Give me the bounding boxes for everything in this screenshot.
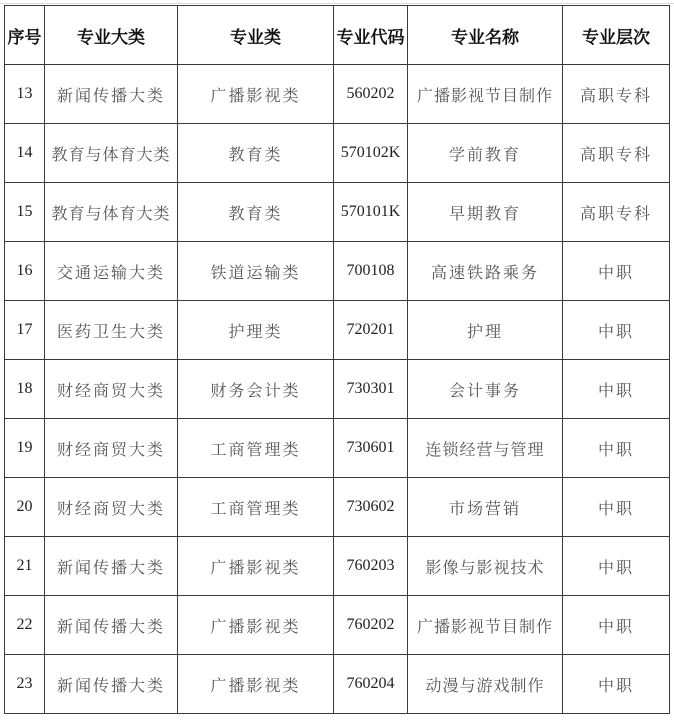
cell-level: 中职 bbox=[563, 537, 670, 596]
cell-category: 新闻传播大类 bbox=[45, 596, 178, 655]
cell-category: 教育与体育大类 bbox=[45, 124, 178, 183]
cell-seq: 17 bbox=[5, 301, 45, 360]
cell-name: 广播影视节目制作 bbox=[408, 65, 563, 124]
cell-seq: 13 bbox=[5, 65, 45, 124]
cell-name: 广播影视节目制作 bbox=[408, 596, 563, 655]
cell-seq: 15 bbox=[5, 183, 45, 242]
cell-code: 570102K bbox=[334, 124, 408, 183]
cell-level: 中职 bbox=[563, 242, 670, 301]
cell-name: 早期教育 bbox=[408, 183, 563, 242]
cell-class: 工商管理类 bbox=[178, 478, 334, 537]
cell-category: 新闻传播大类 bbox=[45, 655, 178, 714]
top-edge-line bbox=[0, 3, 674, 4]
cell-code: 760202 bbox=[334, 596, 408, 655]
cell-seq: 21 bbox=[5, 537, 45, 596]
cell-class: 工商管理类 bbox=[178, 419, 334, 478]
cell-class: 教育类 bbox=[178, 124, 334, 183]
cell-seq: 23 bbox=[5, 655, 45, 714]
cell-class: 广播影视类 bbox=[178, 655, 334, 714]
table-row bbox=[5, 419, 670, 478]
cell-code: 570101K bbox=[334, 183, 408, 242]
table-row bbox=[5, 360, 670, 419]
table-row bbox=[5, 183, 670, 242]
cell-level: 高职专科 bbox=[563, 124, 670, 183]
cell-category: 财经商贸大类 bbox=[45, 419, 178, 478]
table-row bbox=[5, 478, 670, 537]
cell-seq: 20 bbox=[5, 478, 45, 537]
cell-class: 广播影视类 bbox=[178, 537, 334, 596]
header-row bbox=[5, 6, 670, 65]
cell-seq: 16 bbox=[5, 242, 45, 301]
cell-name: 市场营销 bbox=[408, 478, 563, 537]
header-class: 专业类 bbox=[178, 6, 334, 65]
cell-class: 广播影视类 bbox=[178, 596, 334, 655]
cell-code: 730601 bbox=[334, 419, 408, 478]
cell-category: 交通运输大类 bbox=[45, 242, 178, 301]
table-row bbox=[5, 537, 670, 596]
header-name: 专业名称 bbox=[408, 6, 563, 65]
cell-code: 730602 bbox=[334, 478, 408, 537]
table-row bbox=[5, 65, 670, 124]
cell-code: 730301 bbox=[334, 360, 408, 419]
cell-name: 学前教育 bbox=[408, 124, 563, 183]
cell-level: 高职专科 bbox=[563, 183, 670, 242]
table-row bbox=[5, 301, 670, 360]
cell-code: 700108 bbox=[334, 242, 408, 301]
cell-category: 新闻传播大类 bbox=[45, 537, 178, 596]
cell-class: 财务会计类 bbox=[178, 360, 334, 419]
cell-level: 中职 bbox=[563, 478, 670, 537]
cell-level: 中职 bbox=[563, 596, 670, 655]
header-level: 专业层次 bbox=[563, 6, 670, 65]
cell-name: 动漫与游戏制作 bbox=[408, 655, 563, 714]
majors-table bbox=[4, 5, 670, 714]
table-row bbox=[5, 655, 670, 714]
cell-seq: 19 bbox=[5, 419, 45, 478]
header-seq: 序号 bbox=[5, 6, 45, 65]
cell-level: 中职 bbox=[563, 419, 670, 478]
cell-category: 新闻传播大类 bbox=[45, 65, 178, 124]
cell-seq: 14 bbox=[5, 124, 45, 183]
cell-class: 教育类 bbox=[178, 183, 334, 242]
cell-code: 760203 bbox=[334, 537, 408, 596]
cell-name: 影像与影视技术 bbox=[408, 537, 563, 596]
cell-level: 高职专科 bbox=[563, 65, 670, 124]
cell-category: 医药卫生大类 bbox=[45, 301, 178, 360]
cell-level: 中职 bbox=[563, 301, 670, 360]
table-row bbox=[5, 596, 670, 655]
cell-name: 会计事务 bbox=[408, 360, 563, 419]
cell-level: 中职 bbox=[563, 655, 670, 714]
cell-seq: 18 bbox=[5, 360, 45, 419]
cell-level: 中职 bbox=[563, 360, 670, 419]
cell-name: 护理 bbox=[408, 301, 563, 360]
cell-code: 760204 bbox=[334, 655, 408, 714]
cell-category: 财经商贸大类 bbox=[45, 360, 178, 419]
cell-name: 高速铁路乘务 bbox=[408, 242, 563, 301]
cell-name: 连锁经营与管理 bbox=[408, 419, 563, 478]
cell-class: 铁道运输类 bbox=[178, 242, 334, 301]
cell-category: 财经商贸大类 bbox=[45, 478, 178, 537]
cell-seq: 22 bbox=[5, 596, 45, 655]
table-row bbox=[5, 242, 670, 301]
header-code: 专业代码 bbox=[334, 6, 408, 65]
cell-code: 720201 bbox=[334, 301, 408, 360]
cell-class: 广播影视类 bbox=[178, 65, 334, 124]
cell-class: 护理类 bbox=[178, 301, 334, 360]
table-row bbox=[5, 124, 670, 183]
cell-category: 教育与体育大类 bbox=[45, 183, 178, 242]
cell-code: 560202 bbox=[334, 65, 408, 124]
header-category: 专业大类 bbox=[45, 6, 178, 65]
